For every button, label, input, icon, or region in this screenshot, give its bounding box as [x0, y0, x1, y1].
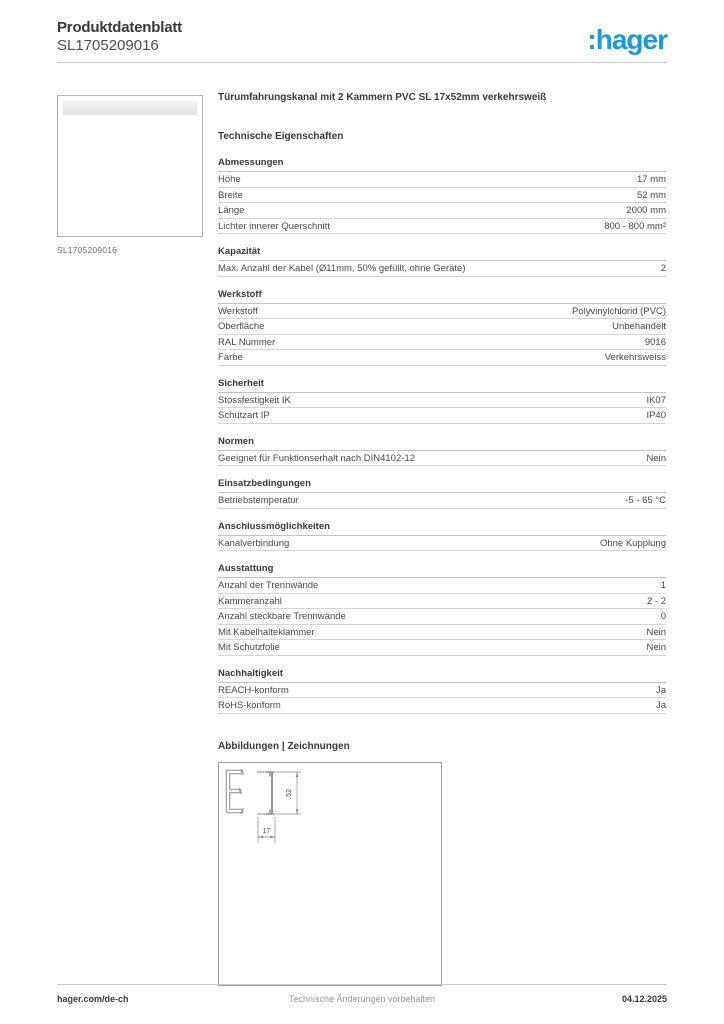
spec-section — [218, 668, 666, 714]
spec-section — [218, 521, 666, 552]
spec-section-title: Sicherheit — [218, 378, 666, 393]
height-dimension-label: 52 — [286, 788, 293, 797]
spec-row — [218, 594, 666, 610]
spec-row-label: REACH-konform — [218, 684, 289, 696]
spec-row — [218, 578, 666, 594]
spec-section — [218, 478, 666, 509]
technical-drawing-frame — [218, 762, 442, 986]
spec-row — [218, 393, 666, 409]
spec-row-value: 2 - 2 — [646, 595, 666, 607]
page-header — [57, 19, 667, 55]
spec-row — [218, 319, 666, 335]
spec-row-label: Breite — [218, 189, 243, 201]
spec-row — [218, 219, 666, 235]
spec-row-value: Nein — [646, 452, 666, 464]
spec-sections — [218, 157, 666, 714]
spec-row — [218, 625, 666, 641]
spec-row-label: Lichter innerer Querschnitt — [218, 220, 330, 232]
spec-row-label: Farbe — [218, 352, 243, 363]
spec-row-label: Höhe — [218, 174, 241, 185]
content-column — [218, 92, 666, 986]
spec-row-label: Anzahl der Trennwände — [218, 580, 319, 591]
spec-row — [218, 698, 666, 714]
product-photo — [63, 101, 197, 115]
header-divider — [57, 62, 667, 63]
spec-row-value: Unbehandelt — [612, 321, 666, 332]
spec-row-value: 52 mm — [636, 189, 666, 201]
spec-row-value: Ja — [655, 684, 666, 696]
technical-drawing — [219, 763, 441, 985]
spec-row — [218, 172, 666, 188]
spec-section-title: Anschlussmöglichkeiten — [218, 521, 666, 536]
spec-section-title: Nachhaltigkeit — [218, 668, 666, 683]
product-image-caption: SL1705209016 — [57, 245, 118, 255]
spec-row-value: 17 mm — [636, 174, 666, 185]
spec-row-value: Nein — [646, 626, 666, 638]
spec-section — [218, 378, 666, 424]
spec-section — [218, 157, 666, 234]
spec-row-value: 9016 — [644, 336, 666, 348]
spec-row-value: 800 - 800 mm² — [604, 220, 666, 232]
spec-row — [218, 335, 666, 351]
spec-row-label: Mit Schutzfolie — [218, 642, 280, 653]
spec-row-label: Länge — [218, 205, 245, 216]
document-type-title: Produktdatenblatt — [57, 19, 182, 36]
spec-row-label: Oberfläche — [218, 321, 265, 332]
spec-row-label: Geeignet für Funktionserhalt nach DIN4102-12 — [218, 452, 415, 464]
spec-row — [218, 493, 666, 509]
spec-row — [218, 203, 666, 219]
spec-row-label: Anzahl steckbare Trennwände — [218, 611, 346, 622]
footer-date: 04.12.2025 — [621, 994, 667, 1004]
spec-row-label: Max. Anzahl der Kabel (Ø11mm, 50% gefüllt, ohne Geräte) — [218, 263, 466, 274]
spec-row-label: Kanalverbindung — [218, 537, 290, 549]
spec-row-label: Betriebstemperatur — [218, 495, 299, 506]
spec-row-value: -5 - 65 °C — [625, 495, 666, 506]
spec-row-value: 0 — [660, 611, 666, 622]
spec-row-value: Nein — [646, 642, 666, 653]
spec-row-label: RoHS-konform — [218, 700, 281, 711]
channel-cross-section-figure — [228, 770, 243, 813]
spec-row-value: Ohne Kupplung — [599, 537, 666, 549]
spec-row — [218, 609, 666, 625]
spec-row — [218, 261, 666, 277]
spec-row-label: Stossfestigkeit IK — [218, 394, 291, 406]
spec-section-title: Normen — [218, 436, 666, 451]
spec-section-title: Abmessungen — [218, 157, 666, 172]
product-image-panel — [57, 95, 203, 255]
spec-row-label: Werkstoff — [218, 305, 258, 317]
spec-section-title: Werkstoff — [218, 289, 666, 304]
product-reference: SL1705209016 — [57, 37, 159, 54]
spec-section-title: Kapazität — [218, 246, 666, 261]
page-footer — [57, 984, 667, 1004]
spec-section-title: Einsatzbedingungen — [218, 478, 666, 493]
dimension-figure — [257, 772, 275, 814]
spec-row-value: IP40 — [646, 410, 666, 421]
spec-row — [218, 451, 666, 467]
spec-section — [218, 289, 666, 366]
spec-section — [218, 563, 666, 656]
spec-row — [218, 640, 666, 656]
spec-row — [218, 683, 666, 699]
product-title: Türumfahrungskanal mit 2 Kammern PVC SL 17x52mm verkehrsweiß — [218, 92, 547, 103]
spec-section-title: Ausstattung — [218, 563, 666, 578]
drawings-heading: Abbildungen | Zeichnungen — [218, 740, 350, 752]
footer-website-link[interactable]: hager.com/de-ch — [57, 994, 129, 1004]
spec-row-value: Ja — [655, 700, 666, 711]
spec-row — [218, 188, 666, 204]
spec-row-value: IK07 — [646, 394, 666, 406]
spec-row — [218, 350, 666, 366]
spec-row-value: 1 — [660, 580, 666, 591]
spec-row — [218, 408, 666, 424]
hager-logo: :hager — [587, 24, 667, 55]
product-image-frame — [57, 95, 203, 237]
spec-row-label: Schutzart IP — [218, 410, 270, 421]
spec-row-value: Polyvinylchlorid (PVC) — [572, 305, 666, 317]
spec-row-value: 2 — [660, 263, 666, 274]
spec-row-label: RAL Nummer — [218, 336, 276, 348]
spec-row-value: 2000 mm — [626, 205, 666, 216]
footer-disclaimer: Technische Änderungen vorbehalten — [288, 994, 436, 1004]
spec-row-label: Kammeranzahl — [218, 595, 282, 607]
spec-section — [218, 246, 666, 277]
width-dimension-label: 17 — [262, 827, 271, 835]
spec-row-value: Verkehrsweiss — [604, 352, 666, 363]
tech-properties-heading: Technische Eigenschaften — [218, 131, 344, 142]
spec-row — [218, 304, 666, 320]
spec-section — [218, 436, 666, 467]
dimension-labels — [263, 789, 293, 835]
spec-row-label: Mit Kabelhalteklammer — [218, 626, 315, 638]
spec-row — [218, 536, 666, 552]
